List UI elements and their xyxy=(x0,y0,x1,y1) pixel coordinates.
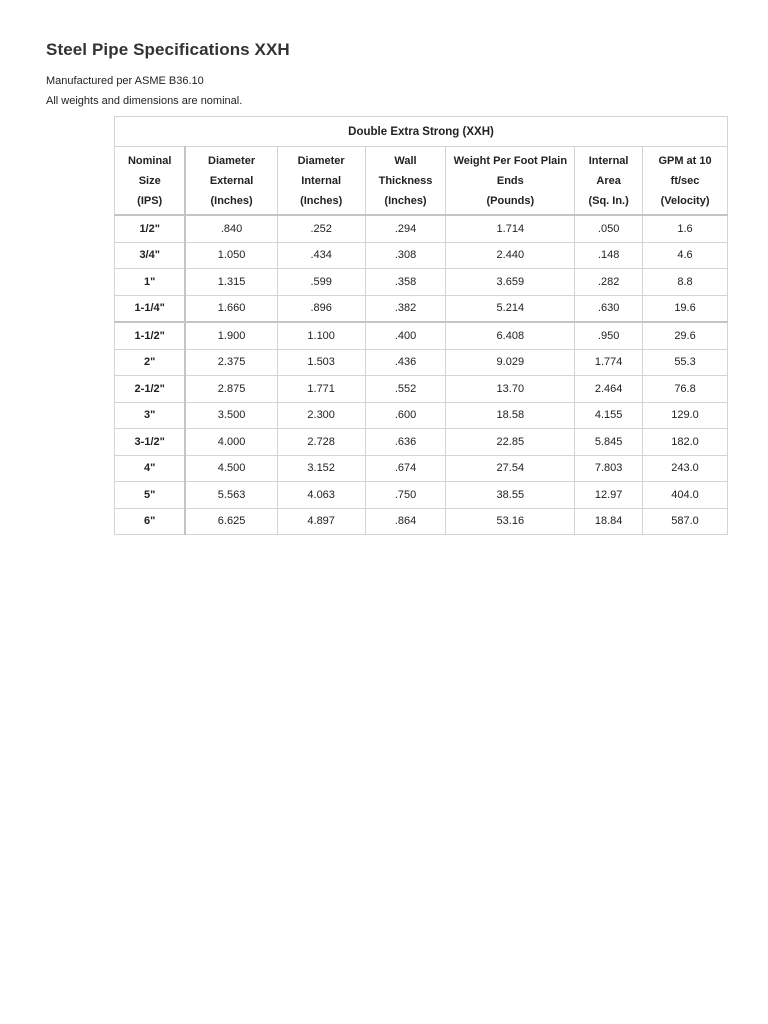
table-cell: 4.000 xyxy=(185,429,277,456)
table-cell: .282 xyxy=(575,269,643,296)
table-cell: 13.70 xyxy=(446,376,575,403)
table-row xyxy=(115,269,728,296)
table-cell: 2.440 xyxy=(446,242,575,269)
row-size-cell: 2-1/2" xyxy=(115,376,186,403)
table-cell: 1.315 xyxy=(185,269,277,296)
table-cell: .674 xyxy=(365,455,446,482)
column-header-line: (Inches) xyxy=(300,194,343,207)
table-cell: 1.774 xyxy=(575,349,643,376)
table-cell: .148 xyxy=(575,242,643,269)
row-size-cell: 1-1/2" xyxy=(115,322,186,349)
column-header-line: Nominal xyxy=(127,154,172,167)
row-size-cell: 4" xyxy=(115,455,186,482)
table-cell: 4.897 xyxy=(277,508,365,535)
column-header-line: Ends xyxy=(496,174,524,187)
table-cell: 4.500 xyxy=(185,455,277,482)
table-cell: .400 xyxy=(365,322,446,349)
table-cell: 2.875 xyxy=(185,376,277,403)
column-header-line: Internal xyxy=(301,174,342,187)
table-cell: 55.3 xyxy=(643,349,728,376)
table-cell: 38.55 xyxy=(446,482,575,509)
table-cell: 4.155 xyxy=(575,402,643,429)
table-cell: .864 xyxy=(365,508,446,535)
column-header-nominal-size xyxy=(115,147,186,216)
table-cell: 5.214 xyxy=(446,295,575,322)
column-header-diameter-internal xyxy=(277,147,365,216)
table-cell: 2.464 xyxy=(575,376,643,403)
table-cell: 4.063 xyxy=(277,482,365,509)
row-size-cell: 1-1/4" xyxy=(115,295,186,322)
table-cell: 243.0 xyxy=(643,455,728,482)
table-cell: 3.152 xyxy=(277,455,365,482)
table-row xyxy=(115,376,728,403)
table-cell: 1.660 xyxy=(185,295,277,322)
table-cell: 2.375 xyxy=(185,349,277,376)
row-size-cell: 5" xyxy=(115,482,186,509)
table-cell: 29.6 xyxy=(643,322,728,349)
row-size-cell: 3" xyxy=(115,402,186,429)
column-header-gpm-velocity xyxy=(643,147,728,216)
table-cell: 1.6 xyxy=(643,215,728,242)
row-size-cell: 2" xyxy=(115,349,186,376)
table-cell: 6.408 xyxy=(446,322,575,349)
table-cell: 1.900 xyxy=(185,322,277,349)
table-cell: 5.563 xyxy=(185,482,277,509)
table-row xyxy=(115,295,728,322)
table-cell: 129.0 xyxy=(643,402,728,429)
table-cell: 19.6 xyxy=(643,295,728,322)
table-row xyxy=(115,322,728,349)
table-cell: 1.503 xyxy=(277,349,365,376)
table-row xyxy=(115,455,728,482)
table-cell: 2.728 xyxy=(277,429,365,456)
table-cell: 6.625 xyxy=(185,508,277,535)
table-cell: 8.8 xyxy=(643,269,728,296)
table-cell: 12.97 xyxy=(575,482,643,509)
column-header-line: Diameter xyxy=(297,154,345,167)
table-cell: .630 xyxy=(575,295,643,322)
table-row xyxy=(115,402,728,429)
column-header-line: (Sq. In.) xyxy=(588,194,629,207)
row-size-cell: 3-1/2" xyxy=(115,429,186,456)
table-cell: .434 xyxy=(277,242,365,269)
table-cell: 22.85 xyxy=(446,429,575,456)
column-header-line: Area xyxy=(596,174,621,187)
page-title: Steel Pipe Specifications XXH xyxy=(46,40,290,59)
table-cell: 2.300 xyxy=(277,402,365,429)
row-size-cell: 3/4" xyxy=(115,242,186,269)
intro-nominal-note: All weights and dimensions are nominal. xyxy=(46,95,243,107)
table-row xyxy=(115,429,728,456)
table-cell: .600 xyxy=(365,402,446,429)
table-row xyxy=(115,215,728,242)
table-cell: .252 xyxy=(277,215,365,242)
table-cell: 1.714 xyxy=(446,215,575,242)
row-size-cell: 6" xyxy=(115,508,186,535)
column-header-line: (Inches) xyxy=(384,194,427,207)
table-cell: 1.100 xyxy=(277,322,365,349)
table-cell: 53.16 xyxy=(446,508,575,535)
table-cell: 27.54 xyxy=(446,455,575,482)
table-row xyxy=(115,508,728,535)
column-header-line: Size xyxy=(138,174,161,187)
column-header-line: (Inches) xyxy=(210,194,253,207)
table-row xyxy=(115,242,728,269)
table-cell: 76.8 xyxy=(643,376,728,403)
table-cell: 1.771 xyxy=(277,376,365,403)
table-cell: 18.58 xyxy=(446,402,575,429)
table-cell: .750 xyxy=(365,482,446,509)
table-cell: .050 xyxy=(575,215,643,242)
table-header-row xyxy=(115,147,728,216)
table-row xyxy=(115,349,728,376)
table-cell: 5.845 xyxy=(575,429,643,456)
table-cell: .382 xyxy=(365,295,446,322)
column-header-line: (IPS) xyxy=(137,194,163,207)
column-header-line: (Velocity) xyxy=(660,194,710,207)
table-cell: .896 xyxy=(277,295,365,322)
column-header-line: Weight Per Foot Plain xyxy=(453,154,568,167)
table-cell: .294 xyxy=(365,215,446,242)
table-cell: 182.0 xyxy=(643,429,728,456)
column-header-line: ft/sec xyxy=(670,174,700,187)
table-cell: 587.0 xyxy=(643,508,728,535)
table-row xyxy=(115,482,728,509)
intro-manufacturing-note: Manufactured per ASME B36.10 xyxy=(46,75,204,87)
table-cell: .840 xyxy=(185,215,277,242)
table-cell: 18.84 xyxy=(575,508,643,535)
column-header-line: Thickness xyxy=(378,174,433,187)
table-cell: .358 xyxy=(365,269,446,296)
pipe-spec-table xyxy=(114,116,728,535)
table-cell: 9.029 xyxy=(446,349,575,376)
row-size-cell: 1/2" xyxy=(115,215,186,242)
table-cell: .950 xyxy=(575,322,643,349)
table-cell: .552 xyxy=(365,376,446,403)
table-cell: 4.6 xyxy=(643,242,728,269)
table-cell: .636 xyxy=(365,429,446,456)
table-cell: 3.500 xyxy=(185,402,277,429)
table-caption: Double Extra Strong (XXH) xyxy=(115,117,728,147)
column-header-weight-per-foot xyxy=(446,147,575,216)
table-cell: 404.0 xyxy=(643,482,728,509)
column-header-line: External xyxy=(209,174,254,187)
column-header-diameter-external xyxy=(185,147,277,216)
table-cell: .599 xyxy=(277,269,365,296)
table-cell: 3.659 xyxy=(446,269,575,296)
table-cell: 7.803 xyxy=(575,455,643,482)
column-header-internal-area xyxy=(575,147,643,216)
column-header-line: GPM at 10 xyxy=(658,154,712,167)
table-body xyxy=(115,215,728,535)
column-header-line: Wall xyxy=(394,154,417,167)
column-header-wall-thickness xyxy=(365,147,446,216)
table-cell: .436 xyxy=(365,349,446,376)
table-cell: 1.050 xyxy=(185,242,277,269)
column-header-line: Diameter xyxy=(208,154,256,167)
table-cell: .308 xyxy=(365,242,446,269)
column-header-line: (Pounds) xyxy=(486,194,535,207)
column-header-line: Internal xyxy=(588,154,629,167)
row-size-cell: 1" xyxy=(115,269,186,296)
